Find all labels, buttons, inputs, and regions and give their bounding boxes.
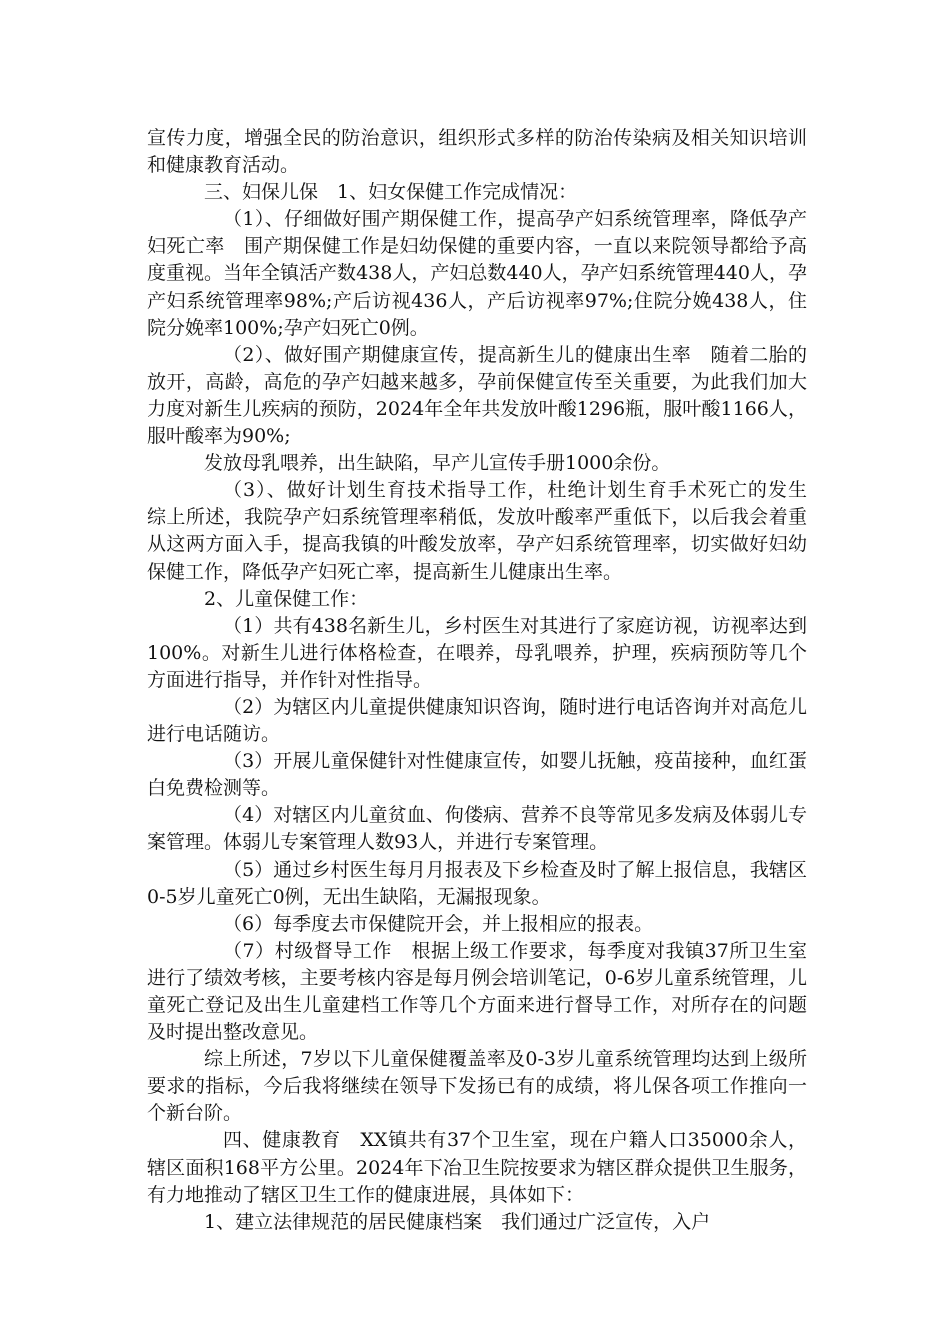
paragraph-family-planning: （3）、做好计划生育技术指导工作，杜绝计划生育手术死亡的发生 综上所述，我院孕产妇系统管理率稍低，发放叶酸率严重低下，以后我会着重从这两方面入手，提高我镇的叶酸发放率，孕产妇系统管理率，切实做好妇幼保健工作，降低孕产妇死亡率，提高新生儿健康出生率。 — [147, 479, 827, 583]
paragraph-child-item-2: （2）为辖区内儿童提供健康知识咨询，随时进行电话咨询并对高危儿进行电话随访。 — [147, 695, 807, 746]
paragraph-child-item-3: （3）开展儿童保健针对性健康宣传，如婴儿抚触，疫苗接种，血红蛋白免费检测等。 — [147, 750, 807, 800]
document-body — [147, 125, 827, 1236]
paragraph-child-item-7: （7）村级督导工作 根据上级工作要求，每季度对我镇37所卫生室进行了绩效考核，主要考核内容是每月例会培训笔记，0-6岁儿童系统管理，儿童死亡登记及出生儿童建档工作等几个方面来进行督导工作，对所存在的问题及时提出整改意见。 — [147, 939, 807, 1044]
paragraph-summary: 综上所述，7岁以下儿童保健覆盖率及0-3岁儿童系统管理均达到上级所要求的指标，今后我将继续在领导下发扬已有的成绩，将儿保各项工作推向一个新台阶。 — [147, 1048, 807, 1125]
paragraph-brochures: 发放母乳喂养，出生缺陷，早产儿宣传手册1000余份。 — [204, 452, 671, 475]
paragraph-perinatal-care: （1）、仔细做好围产期保健工作，提高孕产妇系统管理率，降低孕产妇死亡率 围产期保健工作是妇幼保健的重要内容，一直以来院领导都给予高度重视。当年全镇活产数438人，产妇总数440人，孕产妇系统管理440人，孕产妇系统管理率98%;产后访视436人，产后访视率97%;住院分娩438人，住院分娩率100%;孕产妇死亡0例。 — [147, 208, 807, 339]
paragraph-child-item-5: （5）通过乡村医生每月月报表及下乡检查及时了解上报信息，我辖区0-5岁儿童死亡0例，无出生缺陷，无漏报现象。 — [147, 858, 807, 908]
paragraph-child-item-1: （1）共有438名新生儿，乡村医生对其进行了家庭访视，访视率达到100%。对新生儿进行体格检查，在喂养，母乳喂养，护理，疾病预防等几个方面进行指导，并作针对性指导。 — [147, 614, 807, 691]
paragraph-continuation: 宣传力度，增强全民的防治意识，组织形式多样的防治传染病及相关知识培训和健康教育活动。 — [147, 127, 807, 177]
subheading-child-health: 2、儿童保健工作： — [204, 587, 369, 610]
section-heading-health-education: 四、健康教育 XX镇共有37个卫生室，现在户籍人口35000余人，辖区面积168平方公里。2024年下冶卫生院按要求为辖区群众提供卫生服务，有力地推动了辖区卫生工作的健康进展，具体如下： — [147, 1129, 807, 1206]
section-heading-maternal-child: 三、妇保儿保 1、妇女保健工作完成情况： — [204, 181, 578, 204]
paragraph-health-records: 1、建立法律规范的居民健康档案 我们通过广泛宣传，入户 — [204, 1210, 711, 1233]
paragraph-child-item-4: （4）对辖区内儿童贫血、佝偻病、营养不良等常见多发病及体弱儿专案管理。体弱儿专案管理人数93人，并进行专案管理。 — [147, 804, 807, 854]
paragraph-perinatal-publicity: （2）、做好围产期健康宣传，提高新生儿的健康出生率 随着二胎的放开，高龄，高危的孕产妇越来越多，孕前保健宣传至关重要，为此我们加大力度对新生儿疾病的预防，2024年全年共发放叶酸1296瓶，服叶酸1166人，服叶酸率为90%; — [147, 343, 807, 448]
paragraph-child-item-6: （6）每季度去市保健院开会，并上报相应的报表。 — [223, 912, 654, 935]
